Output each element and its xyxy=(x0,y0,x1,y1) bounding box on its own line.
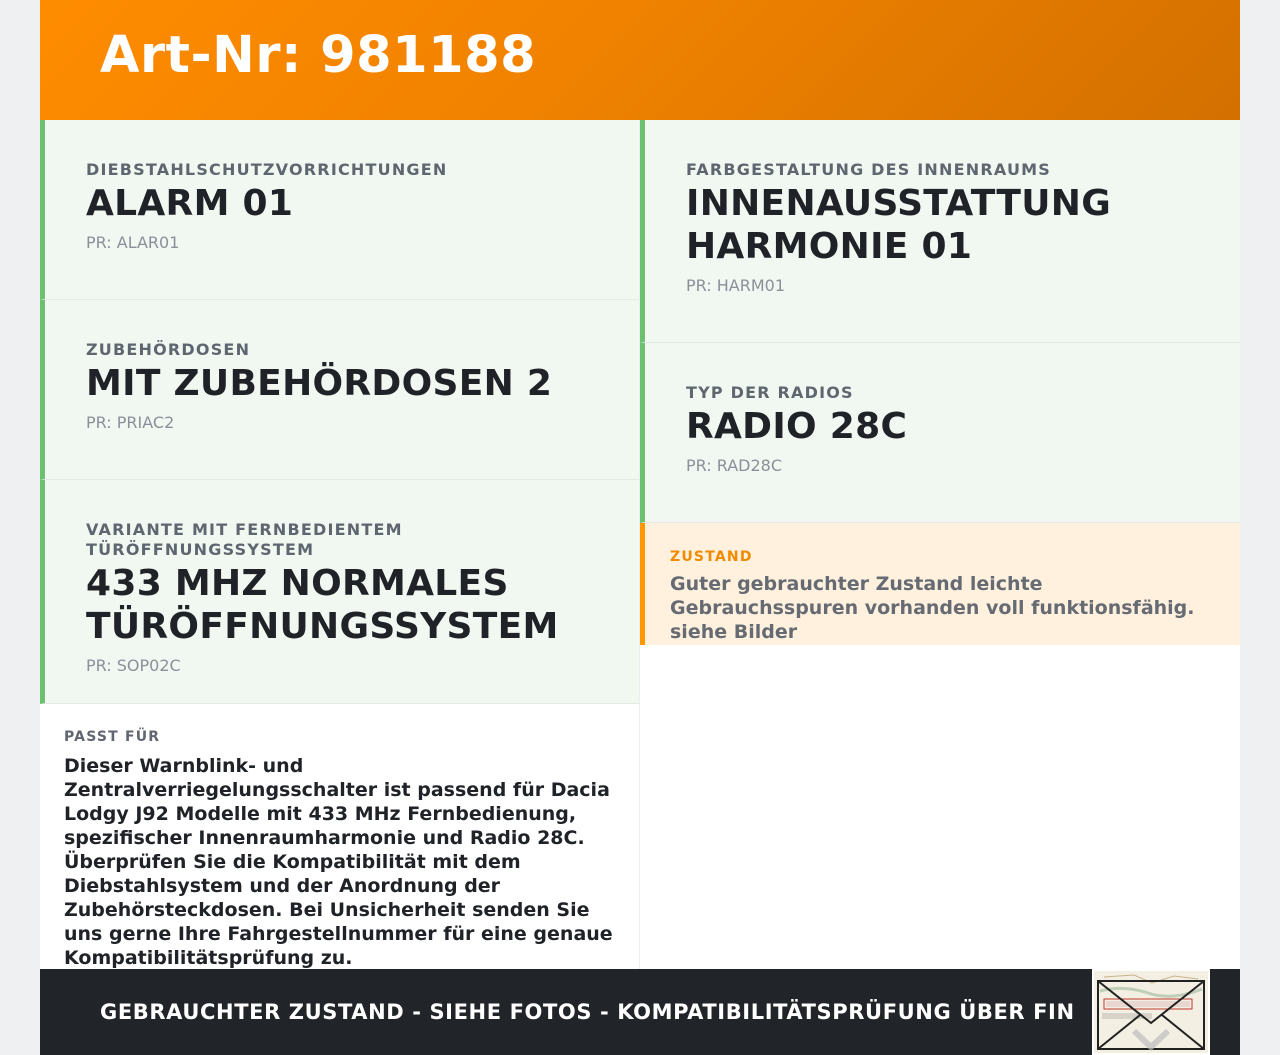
article-number-title: Art-Nr: 981188 xyxy=(100,26,537,85)
feature-card-accessory-sockets xyxy=(40,300,639,480)
feature-category: FARBGESTALTUNG DES INNENRAUMS xyxy=(686,160,1051,179)
right-column xyxy=(640,120,1240,969)
feature-category: DIEBSTAHLSCHUTZVORRICHTUNGEN xyxy=(86,160,448,179)
feature-category: VARIANTE MIT FERNBEDIENTEM TÜRÖFFNUNGSSYSTEM xyxy=(86,520,403,559)
feature-value: INNENAUSSTATTUNG HARMONIE 01 xyxy=(686,183,1112,267)
feature-code: PR: SOP02C xyxy=(86,656,181,675)
compatibility-label: PASST FÜR xyxy=(64,729,161,745)
condition-box xyxy=(640,523,1240,645)
feature-card-radio-type xyxy=(640,343,1240,523)
feature-category: TYP DER RADIOS xyxy=(686,383,854,402)
feature-card-remote-door-system xyxy=(40,480,639,704)
feature-code: PR: HARM01 xyxy=(686,276,786,295)
compatibility-text: Dieser Warnblink- und Zentralverriegelungsschalter ist passend für Dacia Lodgy J92 Modelle mit 433 MHz Fernbedienung, spezifischer Innenraumharmonie und Radio 28C. Überprüfen Sie die Kompatibilität mit dem Diebstahlsystem und der Anordnung der Zubehörsteckdosen. Bei Unsicherheit senden Sie uns gerne Ihre Fahrgestellnummer für eine genaue Kompatibilitätsprüfung zu. xyxy=(64,755,613,969)
product-sheet xyxy=(40,0,1240,1055)
feature-category: ZUBEHÖRDOSEN xyxy=(86,340,251,359)
feature-value: ALARM 01 xyxy=(86,183,294,224)
condition-text: Guter gebrauchter Zustand leichte Gebrauchsspuren vorhanden voll funktionsfähig. siehe Bilder xyxy=(670,573,1195,643)
footer-bar xyxy=(40,969,1240,1055)
feature-grid xyxy=(40,120,1240,969)
condition-label: ZUSTAND xyxy=(670,549,753,565)
envelope-photo-icon[interactable] xyxy=(1092,969,1210,1055)
compatibility-section xyxy=(40,704,639,970)
feature-card-interior-colour xyxy=(640,120,1240,343)
feature-code: PR: RAD28C xyxy=(686,456,783,475)
feature-card-antitheft xyxy=(40,120,639,300)
feature-code: PR: ALAR01 xyxy=(86,233,180,252)
footer-text: GEBRAUCHTER ZUSTAND - SIEHE FOTOS - KOMPATIBILITÄTSPRÜFUNG ÜBER FIN xyxy=(100,1000,1075,1024)
feature-value: RADIO 28C xyxy=(686,406,908,447)
feature-code: PR: PRIAC2 xyxy=(86,413,175,432)
feature-value: MIT ZUBEHÖRDOSEN 2 xyxy=(86,363,553,404)
feature-value: 433 MHZ NORMALES TÜRÖFFNUNGSSYSTEM xyxy=(86,563,559,647)
left-column xyxy=(40,120,640,969)
envelope-graphic xyxy=(1094,971,1208,1053)
header-bar xyxy=(40,0,1240,120)
